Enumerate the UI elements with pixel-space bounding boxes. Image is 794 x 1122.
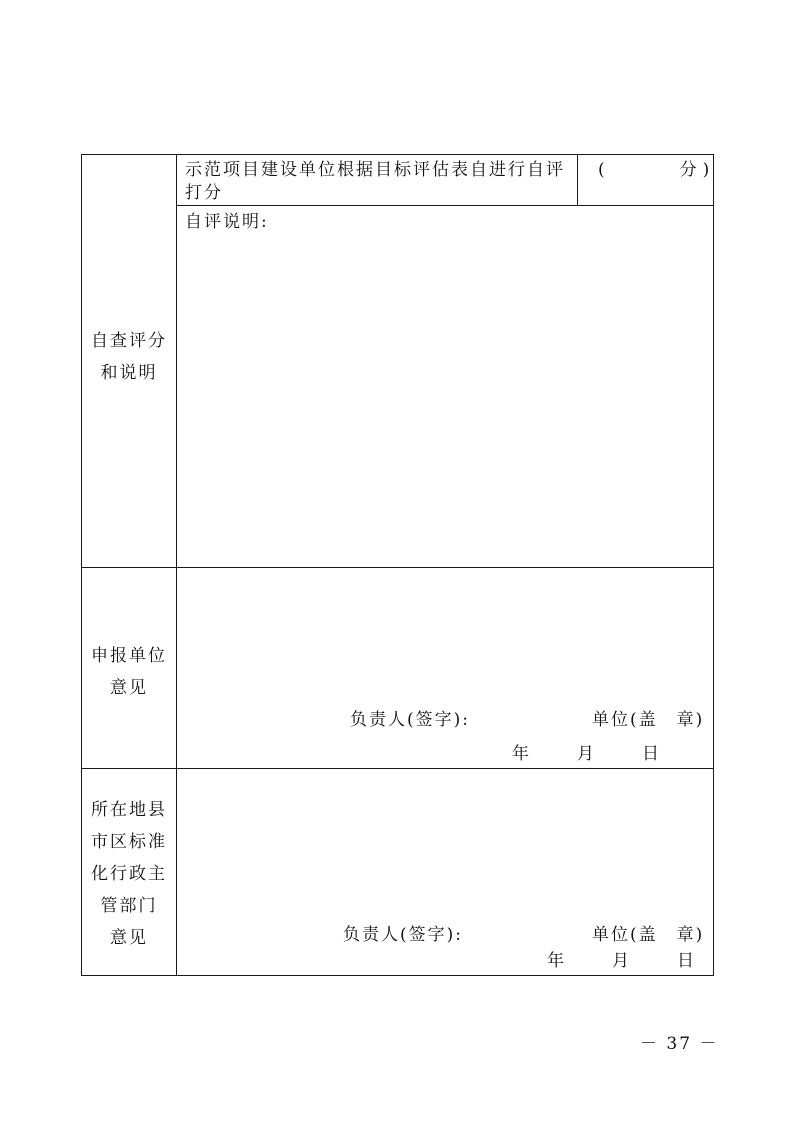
label-line: 所在地县	[91, 800, 167, 820]
table-right-border	[713, 154, 714, 976]
unit-seal-label: 单位(盖 章)	[592, 925, 705, 945]
score-prompt-line1: 示范项目建设单位根据目标评估表自进行自评	[185, 160, 565, 180]
signer-label: 负责人(签字):	[343, 925, 463, 945]
label-line: 自查评分	[91, 331, 167, 351]
signer-label: 负责人(签字):	[350, 710, 470, 730]
score-box: ( 分)	[598, 160, 716, 180]
label-line: 意见	[110, 928, 148, 948]
score-row-divider	[176, 205, 714, 206]
row-label-dept-opinion	[82, 794, 176, 954]
date-month: 月	[612, 951, 631, 971]
label-line: 化行政主	[91, 864, 167, 884]
page-number: － 37 －	[640, 1034, 719, 1054]
row-label-self-check	[82, 325, 176, 389]
label-line: 意见	[110, 678, 148, 698]
label-line: 和说明	[100, 363, 158, 383]
unit-seal-label: 单位(盖 章)	[592, 710, 705, 730]
row2-row3-divider	[81, 768, 714, 769]
row1-row2-divider	[81, 567, 714, 568]
date-year: 年	[547, 951, 566, 971]
label-line: 市区标准	[91, 832, 167, 852]
label-line: 管部门	[100, 896, 158, 916]
score-prompt-line2: 打分	[185, 183, 223, 203]
date-day: 日	[642, 744, 661, 764]
score-box-divider	[577, 154, 578, 206]
label-line: 申报单位	[91, 646, 167, 666]
date-year: 年	[512, 744, 531, 764]
date-day: 日	[677, 951, 696, 971]
label-column-divider	[176, 154, 177, 976]
date-month: 月	[577, 744, 596, 764]
self-eval-label: 自评说明:	[185, 212, 269, 232]
row-label-applicant-opinion	[82, 640, 176, 704]
